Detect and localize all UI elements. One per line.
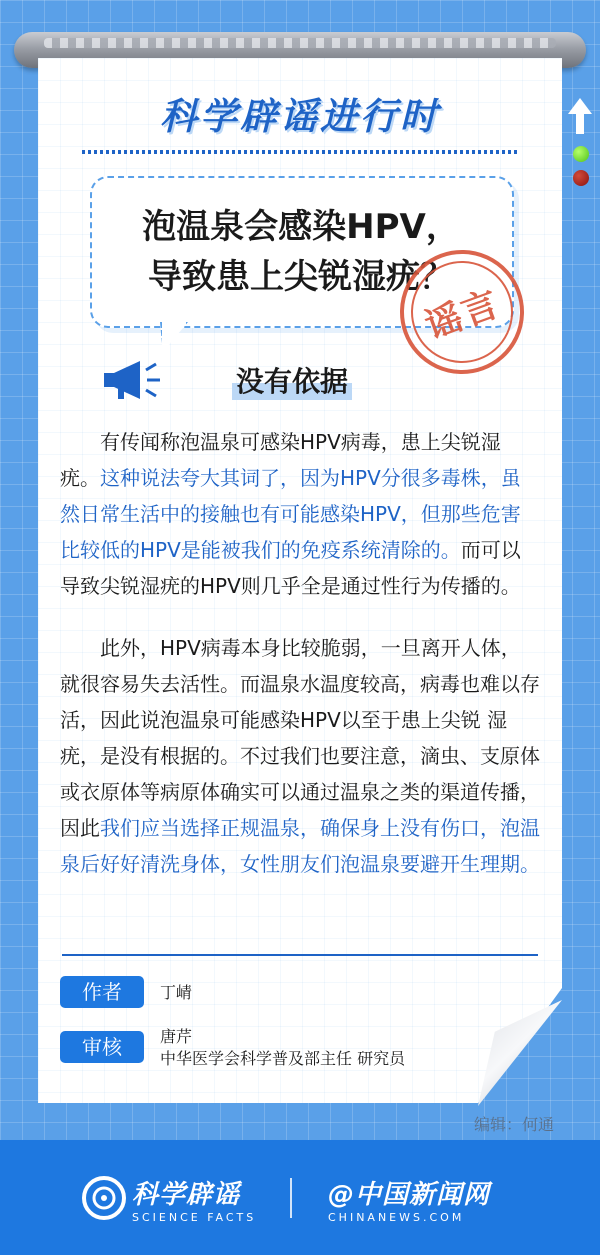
title-divider	[82, 150, 518, 154]
brand2-name: @中国新闻网	[328, 1180, 491, 1210]
stamp-text: 谣言	[420, 282, 506, 348]
chinanews-brand	[328, 1174, 490, 1224]
green-light-icon	[573, 146, 589, 162]
question-line-2: 导致患上尖锐湿疣？	[148, 257, 454, 297]
footer-bar	[0, 1140, 600, 1255]
paragraph-2	[60, 630, 540, 882]
p1-text-end: 而可以导致尖锐湿疣的HPV则几乎全是通过性行为传播的。	[60, 538, 521, 598]
reviewer-badge: 审核	[60, 1031, 144, 1063]
p1-highlight: 这种说法夸大其词了，因为HPV分很多毒株，虽然日常生活中的接触也有可能感染HPV，但那些危害比较低的HPV是能被我们的免疫系统清除的。	[60, 466, 521, 562]
brand1-name: 科学辟谣	[132, 1180, 241, 1210]
p2-highlight: 我们应当选择正规温泉，确保身上没有伤口，泡温泉后好好清洗身体，女性朋友们泡温泉要避开生理期。	[60, 816, 540, 876]
p1-text: 有传闻称泡温泉可感染HPV病毒，患上尖锐湿疣。	[60, 430, 501, 490]
author-name: 丁崝	[160, 983, 193, 1002]
credits-divider	[62, 954, 538, 956]
author-badge: 作者	[60, 976, 144, 1008]
red-light-icon	[573, 170, 589, 186]
reviewer-info	[160, 1026, 405, 1070]
editor-credit: 编辑：何通	[474, 1115, 555, 1134]
verdict-heading: 没有依据	[232, 360, 352, 400]
p2-text: 此外，HPV病毒本身比较脆弱，一旦离开人体，就很容易失去活性。而温泉水温度较高，病毒也难以存活，因此说泡温泉可能感染HPV以至于患上尖锐 湿疣，是没有根据的。不过我们也要注意，滴虫、支原体或衣原体等病原体确实可以通过温泉之类的渠道传播，因此	[60, 636, 540, 840]
megaphone-icon	[100, 358, 164, 402]
brand1-sub: SCIENCE FACTS	[132, 1211, 257, 1224]
brand2-sub: CHINANEWS.COM	[328, 1211, 465, 1224]
reviewer-name: 唐芹	[160, 1027, 193, 1046]
footer-divider	[290, 1178, 292, 1218]
page-title: 科学辟谣进行时	[160, 95, 440, 138]
article-body	[60, 424, 540, 908]
paragraph-1	[60, 424, 540, 604]
science-facts-logo-icon	[80, 1174, 128, 1222]
question-line-1: 泡温泉会感染HPV，	[142, 207, 460, 247]
science-facts-brand	[132, 1174, 256, 1224]
reviewer-title: 中华医学会科学普及部主任 研究员	[160, 1049, 406, 1068]
